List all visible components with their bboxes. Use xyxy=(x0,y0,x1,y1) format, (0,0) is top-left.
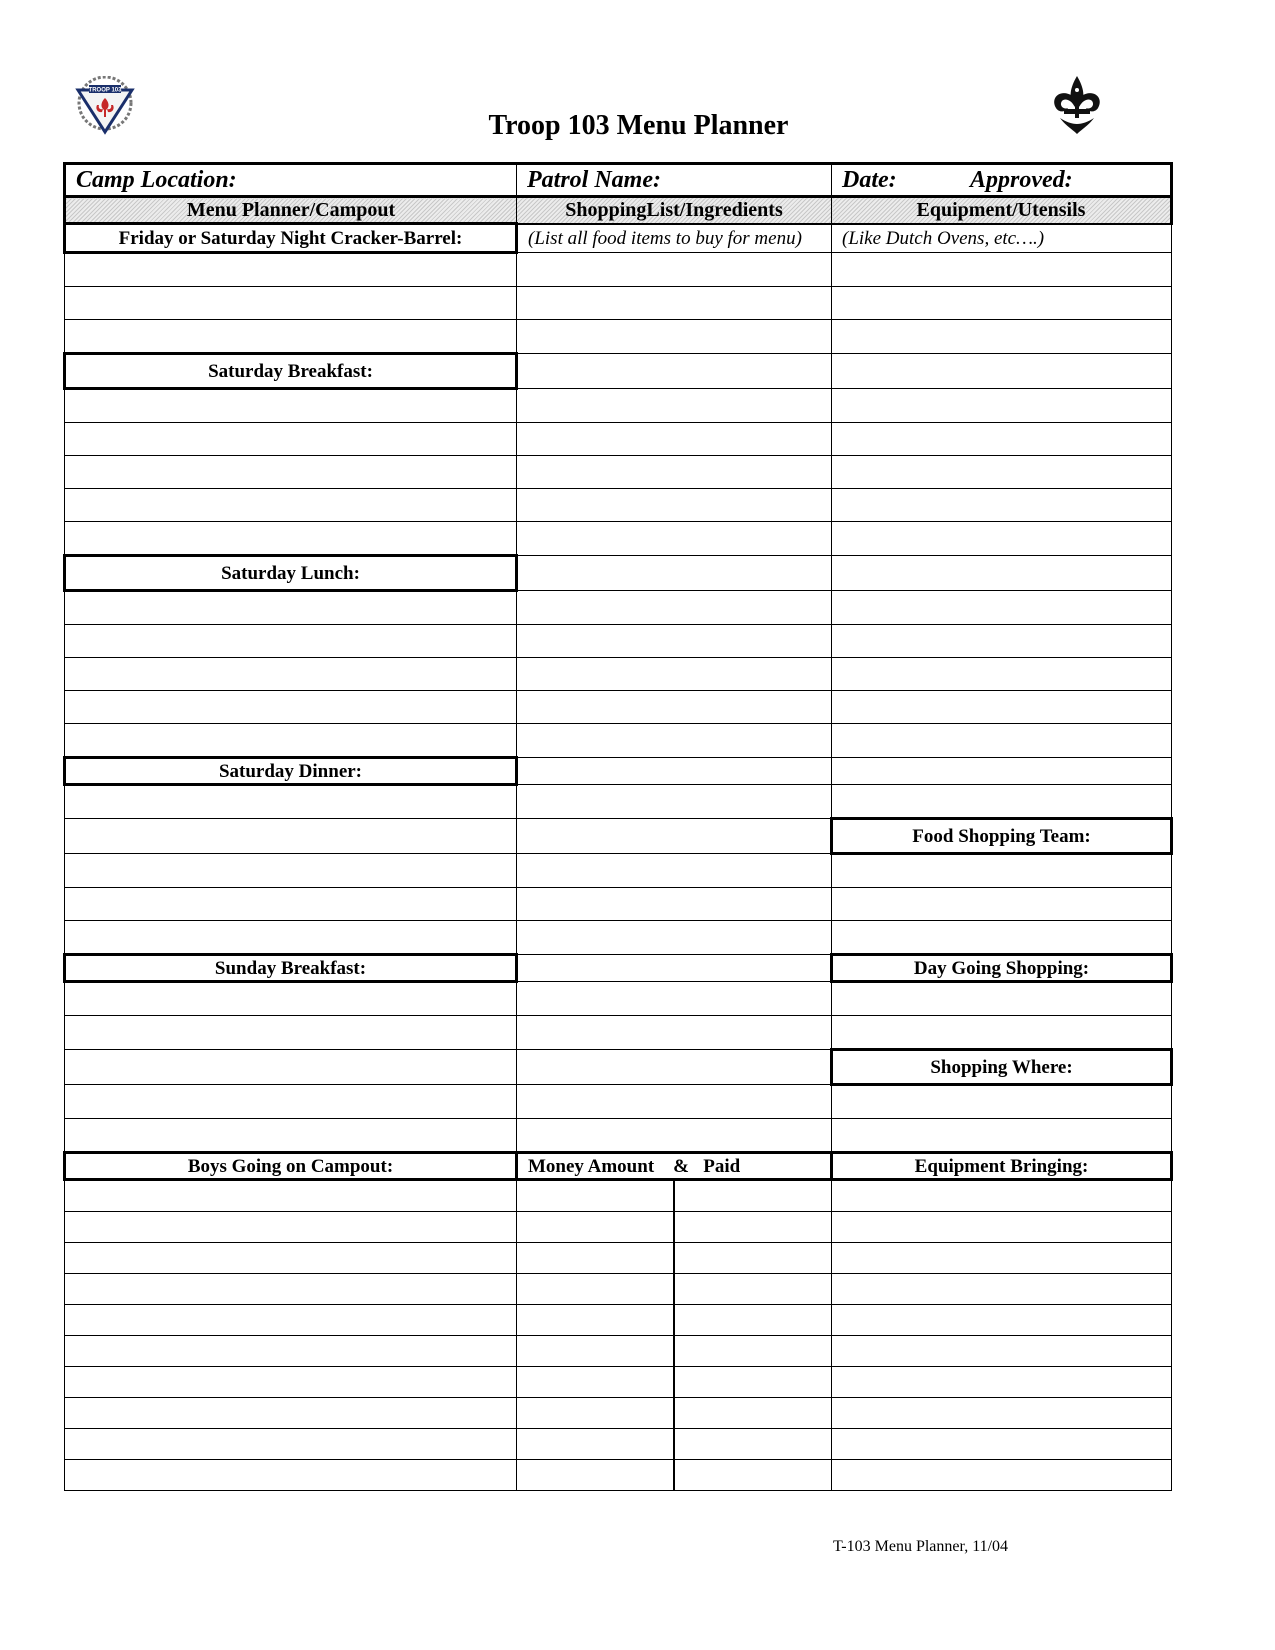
equipment-cell[interactable] xyxy=(832,758,1172,785)
equipment-bringing-cell[interactable] xyxy=(832,1336,1172,1367)
money-amount-cell[interactable] xyxy=(517,1429,675,1459)
form-row xyxy=(65,591,1172,625)
shopping-cell[interactable] xyxy=(517,982,832,1016)
equipment-bringing-cell[interactable] xyxy=(832,1212,1172,1243)
section-saturday-breakfast: Saturday Breakfast: xyxy=(65,354,517,389)
menu-cell[interactable] xyxy=(65,691,517,724)
form-row xyxy=(65,1153,1172,1180)
equipment-bringing-cell[interactable] xyxy=(832,1460,1172,1491)
date-label: Date: xyxy=(842,167,897,193)
menu-planner-form xyxy=(63,162,1173,1491)
food-shopping-team-cell[interactable] xyxy=(832,888,1172,921)
column-header-menu: Menu Planner/Campout xyxy=(65,197,517,224)
menu-cell[interactable] xyxy=(65,1085,517,1119)
form-row xyxy=(65,489,1172,522)
equipment-bringing-cell[interactable] xyxy=(832,1274,1172,1305)
food-shopping-team-label: Food Shopping Team: xyxy=(832,819,1172,854)
form-row xyxy=(65,888,1172,921)
menu-cell[interactable] xyxy=(65,854,517,888)
shopping-cell[interactable] xyxy=(517,253,832,287)
equipment-hint: (Like Dutch Ovens, etc….) xyxy=(832,224,1172,253)
form-row xyxy=(65,625,1172,658)
menu-cell[interactable] xyxy=(65,1016,517,1050)
shopping-cell[interactable] xyxy=(517,691,832,724)
money-amount-cell[interactable] xyxy=(517,1181,675,1211)
shopping-where-cell[interactable] xyxy=(832,1085,1172,1119)
form-row xyxy=(65,1085,1172,1119)
boy-name-cell[interactable] xyxy=(65,1367,517,1398)
equipment-cell[interactable] xyxy=(832,556,1172,591)
form-row xyxy=(65,1398,1172,1429)
form-row xyxy=(65,456,1172,489)
equipment-cell[interactable] xyxy=(832,423,1172,456)
equipment-cell[interactable] xyxy=(832,287,1172,320)
form-row xyxy=(65,658,1172,691)
column-header-shopping: ShoppingList/Ingredients xyxy=(517,197,832,224)
form-row xyxy=(65,354,1172,389)
shopping-cell[interactable] xyxy=(517,320,832,354)
equipment-cell[interactable] xyxy=(832,354,1172,389)
shopping-cell[interactable] xyxy=(517,423,832,456)
shopping-cell[interactable] xyxy=(517,456,832,489)
shopping-cell[interactable] xyxy=(517,522,832,556)
paid-cell[interactable] xyxy=(675,1336,831,1366)
equipment-bringing-cell[interactable] xyxy=(832,1305,1172,1336)
form-row xyxy=(65,819,1172,854)
shopping-cell[interactable] xyxy=(517,591,832,625)
paid-cell[interactable] xyxy=(675,1367,831,1397)
form-row xyxy=(65,423,1172,456)
boy-name-cell[interactable] xyxy=(65,1398,517,1429)
form-row xyxy=(65,1429,1172,1460)
paid-label: Paid xyxy=(703,1155,741,1177)
equipment-cell[interactable] xyxy=(832,320,1172,354)
page-title: Troop 103 Menu Planner xyxy=(488,110,789,141)
equipment-cell[interactable] xyxy=(832,253,1172,287)
section-saturday-dinner: Saturday Dinner: xyxy=(65,758,517,785)
shopping-where-cell[interactable] xyxy=(832,1119,1172,1153)
column-header-row xyxy=(65,197,1172,224)
form-row xyxy=(65,1305,1172,1336)
paid-cell[interactable] xyxy=(675,1305,831,1335)
shopping-cell[interactable] xyxy=(517,287,832,320)
shopping-cell[interactable] xyxy=(517,888,832,921)
equipment-bringing-label: Equipment Bringing: xyxy=(832,1153,1172,1180)
menu-cell[interactable] xyxy=(65,658,517,691)
money-amount-cell[interactable] xyxy=(517,1367,675,1397)
form-row xyxy=(65,1460,1172,1491)
paid-cell[interactable] xyxy=(675,1460,831,1490)
form-row xyxy=(65,1050,1172,1085)
svg-text:TROOP 103: TROOP 103 xyxy=(88,87,122,94)
money-paid-cell xyxy=(517,1398,832,1429)
menu-cell[interactable] xyxy=(65,287,517,320)
paid-cell[interactable] xyxy=(675,1274,831,1304)
menu-cell[interactable] xyxy=(65,489,517,522)
form-row xyxy=(65,1367,1172,1398)
shopping-cell[interactable] xyxy=(517,389,832,423)
shopping-cell[interactable] xyxy=(517,785,832,819)
patrol-name-label: Patrol Name: xyxy=(527,167,661,193)
form-row xyxy=(65,1243,1172,1274)
money-paid-cell xyxy=(517,1460,832,1491)
section-saturday-lunch: Saturday Lunch: xyxy=(65,556,517,591)
money-paid-cell xyxy=(517,1274,832,1305)
equipment-bringing-cell[interactable] xyxy=(832,1180,1172,1212)
footer-note: T-103 Menu Planner, 11/04 xyxy=(833,1538,1009,1555)
paid-cell[interactable] xyxy=(675,1212,831,1242)
menu-cell[interactable] xyxy=(65,423,517,456)
form-row xyxy=(65,556,1172,591)
camp-location-label: Camp Location: xyxy=(76,167,237,193)
money-amount-cell[interactable] xyxy=(517,1212,675,1242)
boy-name-cell[interactable] xyxy=(65,1305,517,1336)
money-amount-label: Money Amount xyxy=(528,1155,655,1177)
shopping-hint: (List all food items to buy for menu) xyxy=(517,224,832,253)
section-cracker-barrel: Friday or Saturday Night Cracker-Barrel: xyxy=(65,224,517,253)
boy-name-cell[interactable] xyxy=(65,1429,517,1460)
shopping-cell[interactable] xyxy=(517,1085,832,1119)
section-sunday-breakfast: Sunday Breakfast: xyxy=(65,955,517,982)
money-amount-cell[interactable] xyxy=(517,1243,675,1273)
money-paid-cell xyxy=(517,1212,832,1243)
menu-cell[interactable] xyxy=(65,888,517,921)
column-header-equipment: Equipment/Utensils xyxy=(832,197,1172,224)
form-row xyxy=(65,1274,1172,1305)
shopping-cell[interactable] xyxy=(517,354,832,389)
money-amount-cell[interactable] xyxy=(517,1398,675,1428)
equipment-cell[interactable] xyxy=(832,724,1172,758)
day-going-shopping-cell[interactable] xyxy=(832,982,1172,1016)
boy-name-cell[interactable] xyxy=(65,1180,517,1212)
equipment-cell[interactable] xyxy=(832,658,1172,691)
money-paid-cell xyxy=(517,1243,832,1274)
equipment-bringing-cell[interactable] xyxy=(832,1243,1172,1274)
menu-cell[interactable] xyxy=(65,921,517,955)
date-approved-field[interactable] xyxy=(832,164,1172,197)
form-row xyxy=(65,854,1172,888)
form-row xyxy=(65,1336,1172,1367)
form-row xyxy=(65,955,1172,982)
form-row xyxy=(65,1119,1172,1153)
shopping-cell[interactable] xyxy=(517,819,832,854)
form-row xyxy=(65,724,1172,758)
money-paid-cell xyxy=(517,1429,832,1460)
form-row xyxy=(65,691,1172,724)
equipment-cell[interactable] xyxy=(832,625,1172,658)
form-row xyxy=(65,522,1172,556)
shopping-cell[interactable] xyxy=(517,921,832,955)
food-shopping-team-cell[interactable] xyxy=(832,854,1172,888)
money-amount-cell[interactable] xyxy=(517,1460,675,1490)
money-amount-cell[interactable] xyxy=(517,1305,675,1335)
menu-cell[interactable] xyxy=(65,785,517,819)
form-row xyxy=(65,1212,1172,1243)
money-paid-cell xyxy=(517,1305,832,1336)
form-row xyxy=(65,758,1172,785)
paid-cell[interactable] xyxy=(675,1181,831,1211)
equipment-cell[interactable] xyxy=(832,785,1172,819)
menu-cell[interactable] xyxy=(65,389,517,423)
form-row xyxy=(65,982,1172,1016)
money-amount-cell[interactable] xyxy=(517,1336,675,1366)
equipment-cell[interactable] xyxy=(832,691,1172,724)
form-row xyxy=(65,320,1172,354)
form-row xyxy=(65,389,1172,423)
shopping-cell[interactable] xyxy=(517,556,832,591)
menu-cell[interactable] xyxy=(65,625,517,658)
money-paid-header xyxy=(517,1153,832,1180)
boy-name-cell[interactable] xyxy=(65,1460,517,1491)
paid-cell[interactable] xyxy=(675,1243,831,1273)
menu-cell[interactable] xyxy=(65,253,517,287)
money-paid-cell xyxy=(517,1336,832,1367)
form-row xyxy=(65,287,1172,320)
menu-cell[interactable] xyxy=(65,1119,517,1153)
boy-name-cell[interactable] xyxy=(65,1336,517,1367)
paid-cell[interactable] xyxy=(675,1398,831,1428)
form-row xyxy=(65,1016,1172,1050)
menu-cell[interactable] xyxy=(65,320,517,354)
day-going-shopping-cell[interactable] xyxy=(832,1016,1172,1050)
equipment-cell[interactable] xyxy=(832,456,1172,489)
shopping-cell[interactable] xyxy=(517,625,832,658)
money-paid-cell xyxy=(517,1180,832,1212)
shopping-where-label: Shopping Where: xyxy=(832,1050,1172,1085)
form-row xyxy=(65,224,1172,253)
form-row xyxy=(65,1180,1172,1212)
shopping-cell[interactable] xyxy=(517,724,832,758)
equipment-cell[interactable] xyxy=(832,489,1172,522)
food-shopping-team-cell[interactable] xyxy=(832,921,1172,955)
shopping-cell[interactable] xyxy=(517,658,832,691)
equipment-cell[interactable] xyxy=(832,389,1172,423)
money-paid-cell xyxy=(517,1367,832,1398)
boy-name-cell[interactable] xyxy=(65,1212,517,1243)
menu-cell[interactable] xyxy=(65,522,517,556)
paid-cell[interactable] xyxy=(675,1429,831,1459)
money-amount-cell[interactable] xyxy=(517,1274,675,1304)
boys-going-label: Boys Going on Campout: xyxy=(65,1153,517,1180)
boy-name-cell[interactable] xyxy=(65,1274,517,1305)
shopping-cell[interactable] xyxy=(517,1119,832,1153)
equipment-bringing-cell[interactable] xyxy=(832,1398,1172,1429)
camp-location-field[interactable] xyxy=(65,164,517,197)
menu-cell[interactable] xyxy=(65,591,517,625)
form-row xyxy=(65,253,1172,287)
shopping-cell[interactable] xyxy=(517,854,832,888)
approved-label: Approved: xyxy=(970,167,1073,193)
ampersand-label: & xyxy=(673,1155,689,1177)
equipment-bringing-cell[interactable] xyxy=(832,1429,1172,1460)
form-header-row xyxy=(65,164,1172,197)
menu-cell[interactable] xyxy=(65,456,517,489)
shopping-cell[interactable] xyxy=(517,1050,832,1085)
day-going-shopping-label: Day Going Shopping: xyxy=(832,955,1172,982)
menu-cell[interactable] xyxy=(65,1050,517,1085)
menu-cell[interactable] xyxy=(65,819,517,854)
equipment-cell[interactable] xyxy=(832,522,1172,556)
shopping-cell[interactable] xyxy=(517,758,832,785)
menu-cell[interactable] xyxy=(65,982,517,1016)
boy-name-cell[interactable] xyxy=(65,1243,517,1274)
menu-cell[interactable] xyxy=(65,724,517,758)
shopping-cell[interactable] xyxy=(517,1016,832,1050)
equipment-cell[interactable] xyxy=(832,591,1172,625)
form-row xyxy=(65,785,1172,819)
shopping-cell[interactable] xyxy=(517,955,832,982)
form-row xyxy=(65,921,1172,955)
shopping-cell[interactable] xyxy=(517,489,832,522)
patrol-name-field[interactable] xyxy=(517,164,832,197)
equipment-bringing-cell[interactable] xyxy=(832,1367,1172,1398)
